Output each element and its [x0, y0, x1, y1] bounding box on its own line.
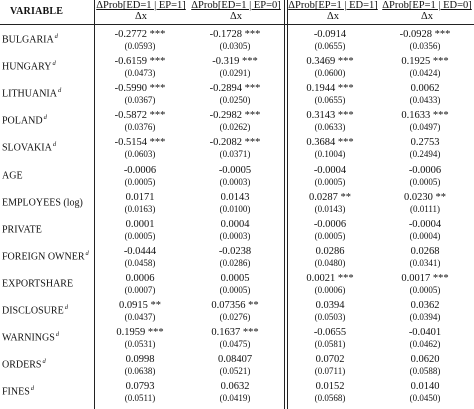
table-cell	[100, 300, 180, 323]
standard-error: (0.0581)	[314, 339, 346, 350]
variable-name-text: POLAND	[2, 115, 43, 127]
standard-error: (0.0286)	[219, 257, 251, 268]
coefficient: 0.0915 **	[119, 300, 161, 311]
dummy-marker: d	[52, 60, 56, 68]
table-cell	[100, 273, 180, 296]
table-cell	[195, 192, 275, 215]
column-header-4-title: ΔProb[EP=1 | ED=0]	[382, 0, 472, 11]
column-header-1-sub: Δx	[134, 11, 147, 22]
table-cell	[290, 219, 370, 242]
coefficient: -0.2772 ***	[114, 29, 166, 40]
coefficient: 0.2753	[410, 137, 440, 149]
coefficient: 0.1637 ***	[211, 327, 259, 339]
variable-name-text: SLOVAKIA	[2, 142, 52, 154]
table-row	[0, 272, 474, 299]
coefficient: -0.0006	[123, 164, 157, 176]
standard-error: (0.0005)	[314, 176, 346, 187]
table-row	[0, 82, 474, 109]
standard-error: (0.0003)	[219, 230, 251, 241]
table-cell	[385, 246, 465, 269]
table-cell	[385, 165, 465, 188]
variable-name	[2, 169, 24, 181]
standard-error: (0.0450)	[409, 393, 441, 404]
coefficient: 0.0021 ***	[306, 272, 354, 284]
standard-error: (0.0003)	[219, 176, 251, 187]
coefficient: 0.0006	[125, 272, 155, 284]
variable-name	[2, 33, 58, 45]
table-cell	[290, 273, 370, 296]
standard-error: (0.0111)	[409, 203, 441, 214]
table-cell	[385, 273, 465, 296]
standard-error: (0.0004)	[409, 230, 441, 241]
standard-error: (0.0005)	[314, 230, 346, 241]
standard-error: (0.2494)	[409, 149, 441, 160]
standard-error: (0.0419)	[219, 393, 251, 404]
dummy-marker: d	[58, 87, 62, 95]
standard-error: (0.0433)	[409, 95, 441, 106]
coefficient: 0.1959 ***	[116, 327, 164, 339]
coefficient: 0.0998	[125, 354, 155, 366]
variable-name-text: FINES	[2, 386, 30, 398]
variable-name	[2, 196, 84, 208]
variable-name	[2, 304, 68, 316]
standard-error: (0.0462)	[409, 339, 441, 350]
coefficient: -0.6159 ***	[114, 56, 166, 68]
dummy-marker: d	[54, 33, 58, 40]
coefficient: -0.2082 ***	[209, 137, 261, 149]
standard-error: (0.0276)	[219, 312, 251, 322]
table-cell	[100, 381, 180, 404]
coefficient: -0.0444	[123, 245, 157, 257]
coefficient: -0.0655	[313, 327, 347, 339]
standard-error: (0.0655)	[314, 95, 346, 106]
coefficient: -0.0005	[218, 164, 252, 176]
standard-error: (0.0143)	[314, 203, 346, 214]
standard-error: (0.0633)	[314, 122, 346, 133]
coefficient: 0.0702	[315, 354, 345, 366]
column-header-2	[190, 0, 282, 24]
coefficient: 0.1925 ***	[401, 56, 449, 68]
coefficient: -0.5990 ***	[114, 83, 166, 95]
coefficient: 0.0017 ***	[401, 272, 449, 284]
table-cell	[290, 56, 370, 79]
table-row	[0, 55, 474, 82]
standard-error: (0.0424)	[409, 68, 441, 79]
table-cell	[195, 300, 275, 323]
coefficient: 0.3684 ***	[306, 137, 354, 149]
table-cell	[290, 29, 370, 52]
table-cell	[290, 110, 370, 133]
standard-error: (0.0511)	[124, 393, 156, 404]
coefficient: 0.0001	[125, 218, 155, 230]
standard-error: (0.0588)	[409, 366, 441, 377]
table-cell	[100, 29, 180, 52]
standard-error: (0.0006)	[314, 284, 346, 295]
standard-error: (0.0005)	[409, 176, 441, 187]
table-cell	[385, 192, 465, 215]
coefficient: 0.0140	[410, 381, 440, 393]
coefficient: 0.0268	[410, 245, 440, 257]
table-row	[0, 299, 474, 326]
coefficient: -0.1728 ***	[209, 29, 261, 40]
standard-error: (0.0593)	[124, 41, 156, 51]
coefficient: -0.0006	[408, 164, 442, 176]
table-cell	[290, 137, 370, 160]
standard-error: (0.0291)	[219, 68, 251, 79]
standard-error: (0.0005)	[124, 230, 156, 241]
standard-error: (0.0473)	[124, 68, 156, 79]
standard-error: (0.0394)	[409, 312, 441, 322]
header-rule	[0, 24, 474, 25]
table-cell	[385, 56, 465, 79]
standard-error: (0.0100)	[219, 203, 251, 214]
standard-error: (0.0262)	[219, 122, 251, 133]
coefficient: 0.0005	[220, 272, 250, 284]
coefficient: 0.0230 **	[404, 191, 446, 203]
table-cell	[195, 381, 275, 404]
table-row	[0, 136, 474, 163]
coefficient: -0.319 ***	[212, 56, 258, 68]
table-row	[0, 164, 474, 191]
coefficient: 0.0152	[315, 381, 345, 393]
column-header-2-title: ΔProb[ED=1 | EP=0]	[191, 0, 281, 11]
dummy-marker: d	[30, 385, 35, 393]
dummy-marker: d	[42, 358, 46, 366]
table-cell	[385, 300, 465, 323]
table-cell	[385, 381, 465, 404]
standard-error: (0.0005)	[219, 284, 251, 295]
table-cell	[100, 327, 180, 350]
coefficient: 0.0143	[220, 191, 250, 203]
standard-error: (0.0376)	[124, 122, 156, 133]
table-cell	[290, 192, 370, 215]
table-cell	[195, 273, 275, 296]
standard-error: (0.0475)	[219, 339, 251, 350]
standard-error: (0.0568)	[314, 393, 346, 404]
standard-error: (0.0356)	[409, 41, 441, 51]
variable-name-text: DISCLOSURE	[2, 305, 64, 317]
table-cell	[195, 83, 275, 106]
standard-error: (0.0480)	[314, 257, 346, 268]
table-cell	[195, 354, 275, 377]
coefficient: 0.08407	[217, 354, 253, 366]
table-row	[0, 326, 474, 353]
table-row	[0, 380, 474, 407]
standard-error: (0.0007)	[124, 284, 156, 295]
table-cell	[290, 327, 370, 350]
table-cell	[195, 219, 275, 242]
variable-name	[2, 60, 56, 72]
coefficient: 0.3469 ***	[306, 56, 354, 68]
standard-error: (0.0305)	[219, 41, 251, 51]
table-cell	[100, 246, 180, 269]
variable-name-text: EXPORTSHARE	[2, 278, 74, 290]
table-row	[0, 109, 474, 136]
variable-name	[2, 331, 59, 343]
standard-error: (0.0638)	[124, 366, 156, 377]
variable-name	[2, 141, 56, 153]
table-cell	[290, 300, 370, 323]
standard-error: (0.0005)	[124, 176, 156, 187]
standard-error: (0.0600)	[314, 68, 346, 79]
table-cell	[195, 29, 275, 52]
variable-name-text: FOREIGN OWNER	[2, 251, 85, 263]
dummy-marker: d	[55, 331, 60, 339]
coefficient: -0.0004	[408, 218, 442, 230]
column-header-1	[96, 0, 186, 24]
coefficient: 0.0793	[125, 381, 155, 393]
table-cell	[385, 29, 465, 52]
standard-error: (0.0250)	[219, 95, 251, 106]
standard-error: (0.0603)	[124, 149, 156, 160]
variable-name-text: WARNINGS	[2, 332, 55, 344]
table-cell	[100, 354, 180, 377]
standard-error: (0.0531)	[124, 339, 156, 350]
variable-name	[2, 385, 34, 397]
table-cell	[195, 165, 275, 188]
table-cell	[385, 83, 465, 106]
standard-error: (0.0005)	[409, 284, 441, 295]
standard-error: (0.0371)	[219, 149, 251, 160]
variable-name-text: EMPLOYEES (log)	[2, 196, 83, 208]
table-cell	[385, 110, 465, 133]
table-cell	[100, 219, 180, 242]
standard-error: (0.0341)	[409, 257, 441, 268]
table-cell	[195, 137, 275, 160]
standard-error: (0.0503)	[314, 312, 346, 322]
coefficient: -0.0006	[313, 218, 347, 230]
table-cell	[100, 137, 180, 160]
variable-name-text: AGE	[2, 169, 23, 181]
coefficient: -0.2894 ***	[209, 83, 261, 95]
table-cell	[290, 165, 370, 188]
variable-name-text: BULGARIA	[2, 34, 54, 46]
dummy-marker: d	[85, 249, 89, 257]
table-cell	[290, 354, 370, 377]
coefficient: -0.5872 ***	[114, 110, 166, 122]
variable-name-text: PRIVATE	[2, 224, 42, 236]
coefficient: 0.0287 **	[309, 191, 351, 203]
standard-error: (0.0437)	[124, 312, 156, 322]
variable-name-text: LITHUANIA	[2, 88, 57, 100]
coefficient: -0.2982 ***	[209, 110, 261, 122]
coefficient: 0.07356 **	[211, 300, 259, 311]
coefficient: -0.0238	[218, 245, 252, 257]
coefficient: 0.0620	[410, 354, 440, 366]
standard-error: (0.0711)	[314, 366, 346, 377]
coefficient: 0.0286	[315, 245, 345, 257]
standard-error: (0.0163)	[124, 203, 156, 214]
column-header-4	[381, 0, 473, 24]
table-row	[0, 218, 474, 245]
table-row	[0, 191, 474, 218]
column-header-4-sub: Δx	[420, 11, 433, 22]
table-cell	[100, 192, 180, 215]
standard-error: (0.0497)	[409, 122, 441, 133]
variable-name	[2, 358, 46, 370]
table-cell	[195, 327, 275, 350]
table-cell	[195, 56, 275, 79]
table-cell	[100, 165, 180, 188]
dummy-marker: d	[52, 141, 57, 149]
table-cell	[195, 110, 275, 133]
standard-error: (0.0521)	[219, 366, 251, 377]
coefficient: 0.0062	[410, 83, 440, 95]
dummy-marker: d	[43, 114, 47, 122]
table-cell	[100, 56, 180, 79]
standard-error: (0.0367)	[124, 95, 156, 106]
standard-error: (0.0458)	[124, 257, 156, 268]
column-header-2-sub: Δx	[229, 11, 242, 22]
coefficient: 0.0004	[220, 218, 250, 230]
variable-name	[2, 223, 43, 235]
coefficient: -0.5154 ***	[114, 137, 166, 149]
variable-column-header: VARIABLE	[10, 6, 64, 17]
table-cell	[100, 83, 180, 106]
coefficient: 0.0171	[125, 191, 155, 203]
column-header-3-sub: Δx	[326, 11, 339, 22]
table-cell	[385, 327, 465, 350]
coefficient: -0.0004	[313, 164, 347, 176]
table-cell	[195, 246, 275, 269]
variable-name-text: HUNGARY	[2, 61, 52, 73]
table-cell	[385, 219, 465, 242]
dummy-marker: d	[64, 304, 68, 311]
variable-name	[2, 87, 61, 99]
coefficient: 0.0362	[410, 300, 440, 311]
table-cell	[290, 83, 370, 106]
table-row	[0, 245, 474, 272]
coefficient: -0.0401	[408, 327, 442, 339]
coefficient: -0.0914	[313, 29, 347, 40]
variable-name-text: ORDERS	[2, 359, 42, 371]
coefficient: -0.0928 ***	[399, 29, 451, 40]
coefficient: 0.0394	[315, 300, 345, 311]
standard-error: (0.1004)	[314, 149, 346, 160]
column-header-3-title: ΔProb[EP=1 | ED=1]	[288, 0, 378, 11]
table-cell	[290, 381, 370, 404]
coefficient: 0.0632	[220, 381, 250, 393]
table-cell	[100, 110, 180, 133]
variable-name	[2, 250, 89, 262]
table-cell	[290, 246, 370, 269]
table-row	[0, 353, 474, 380]
column-header-1-title: ΔProb[ED=1 | EP=1]	[96, 0, 186, 11]
coefficient: 0.1944 ***	[306, 83, 354, 95]
column-header-3	[288, 0, 378, 24]
table-cell	[385, 354, 465, 377]
variable-name	[2, 114, 47, 126]
standard-error: (0.0655)	[314, 41, 346, 51]
table-row	[0, 28, 474, 55]
coefficient: 0.1633 ***	[401, 110, 449, 122]
coefficient: 0.3143 ***	[306, 110, 354, 122]
table-cell	[385, 137, 465, 160]
variable-name	[2, 277, 74, 289]
